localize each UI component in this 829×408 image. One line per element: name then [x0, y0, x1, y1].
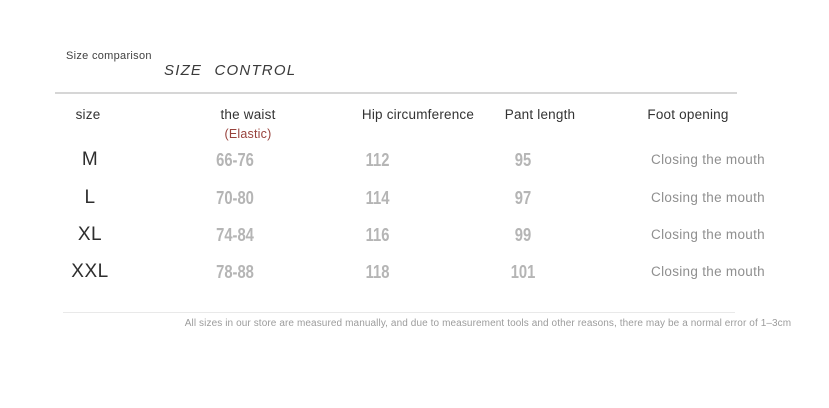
- cell-size: XXL: [71, 261, 109, 282]
- cell-hip: [318, 148, 438, 172]
- column-header-waist: the waist: [220, 107, 276, 122]
- pant-length-value: 99: [514, 225, 532, 245]
- column-header-size: size: [75, 107, 101, 122]
- table-row: [0, 148, 829, 172]
- cell-hip: [318, 260, 438, 284]
- table-row: [0, 260, 829, 284]
- cell-waist: [175, 148, 295, 172]
- cell-pant-length: [463, 148, 583, 172]
- hip-value: 118: [366, 262, 390, 282]
- hip-value: 114: [366, 188, 390, 208]
- column-header-foot-opening: Foot opening: [647, 107, 729, 122]
- cell-size: L: [84, 187, 96, 208]
- pant-length-value: 97: [514, 188, 532, 208]
- page-title: SIZE CONTROL: [164, 62, 297, 79]
- cell-size: M: [81, 149, 99, 170]
- top-divider: [55, 92, 737, 94]
- cell-size: XL: [77, 224, 103, 245]
- table-row: [0, 223, 829, 247]
- cell-pant-length: [463, 223, 583, 247]
- cell-hip: [318, 186, 438, 210]
- cell-pant-length: [463, 186, 583, 210]
- table-row: [0, 186, 829, 210]
- cell-foot-opening: Closing the mouth: [651, 227, 765, 242]
- hip-value: 116: [366, 225, 390, 245]
- measurement-note: All sizes in our store are measured manually, and due to measurement tools and other reasons, there may be a normal error of 1–3cm: [184, 318, 792, 329]
- pant-length-value: 101: [510, 262, 536, 282]
- cell-foot-opening: Closing the mouth: [651, 152, 765, 167]
- cell-foot-opening: Closing the mouth: [651, 264, 765, 279]
- size-comparison-label: Size comparison: [66, 50, 152, 62]
- cell-waist: [175, 186, 295, 210]
- waist-value: 66-76: [216, 150, 254, 170]
- cell-waist: [175, 260, 295, 284]
- cell-pant-length: [463, 260, 583, 284]
- cell-waist: [175, 223, 295, 247]
- waist-value: 78-88: [216, 262, 254, 282]
- column-header-hip-circumference: Hip circumference: [361, 107, 475, 122]
- column-header-pant-length: Pant length: [504, 107, 576, 122]
- bottom-divider: [63, 312, 735, 313]
- hip-value: 112: [366, 150, 390, 170]
- waist-value: 74-84: [216, 225, 254, 245]
- column-header-waist-sublabel: (Elastic): [224, 127, 272, 141]
- pant-length-value: 95: [514, 150, 532, 170]
- cell-hip: [318, 223, 438, 247]
- cell-foot-opening: Closing the mouth: [651, 190, 765, 205]
- waist-value: 70-80: [216, 188, 254, 208]
